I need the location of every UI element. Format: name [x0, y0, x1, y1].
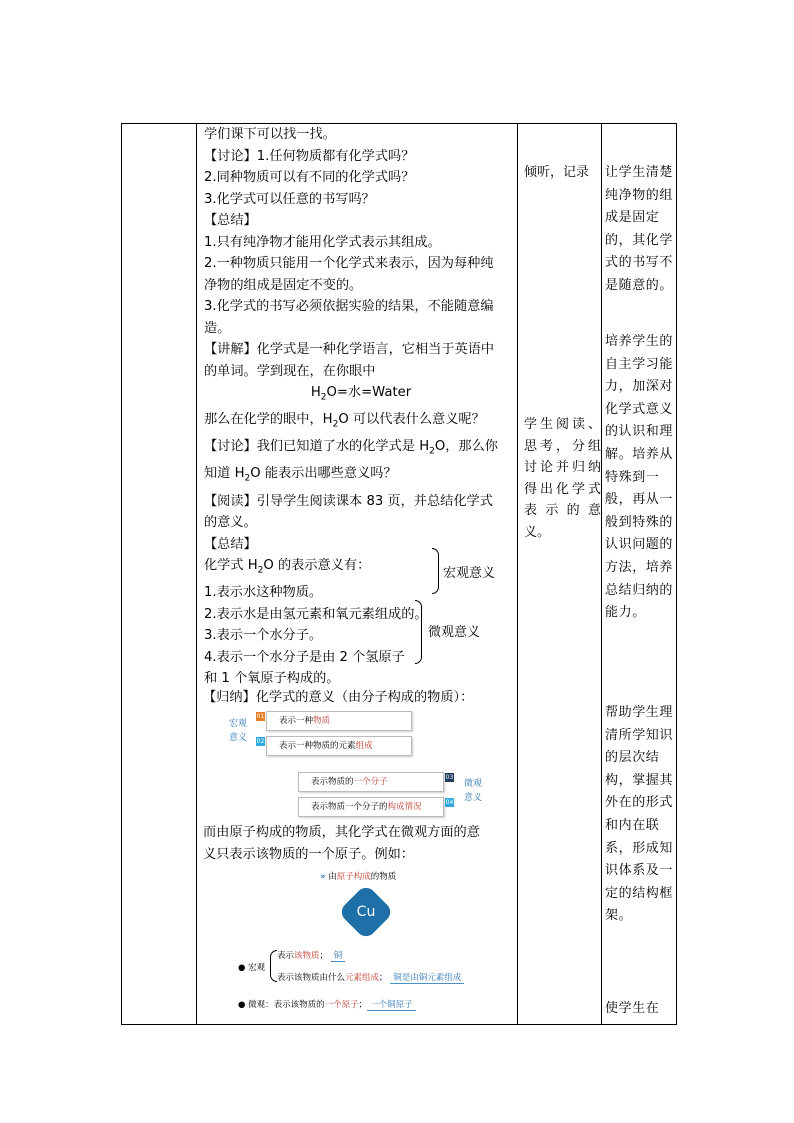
text-line: 那么在化学的眼中，$H_2O$ 可以代表什么意义呢？ — [204, 412, 485, 430]
diagram-label: 意义 — [464, 793, 483, 803]
step-number: 01 — [256, 713, 265, 720]
meaning-box: 表示物质一个分子的构成情况 — [298, 797, 444, 817]
element-symbol: Cu — [356, 904, 376, 920]
teaching-content — [202, 124, 518, 690]
text-line: 【讨论】1.任何物质都有化学式吗？ — [204, 148, 415, 164]
text-line: 的单词。学到现在，在你眼中 — [204, 363, 376, 379]
step-number: 04 — [445, 799, 454, 806]
design-intent: 培养学生的自主学习能力，加深对化学式意义的认识和理解。培养从特殊到一般，再从一般到特殊的认识问题的方法，培养总结归纳的能力。 — [605, 334, 674, 621]
text-line: 学们课下可以找一找。 — [204, 127, 336, 142]
design-intent: 让学生清楚纯净物的组成是固定的，其化学式的书写不是随意的。 — [605, 165, 674, 293]
macro-label: ● 宏观 — [238, 963, 266, 973]
text-line: 4.表示一个水分子是由 2 个氢原子 — [204, 649, 405, 665]
example-heading: » 由原子构成的物质 — [320, 872, 397, 882]
meaning-box: 表示一种物质 — [266, 711, 412, 731]
text-line: 化学式 $H_2O$ 的表示意义有： — [204, 558, 371, 576]
text-line: 和 1 个氧原子构成的。 — [204, 671, 340, 687]
meaning-box: 表示物质的一个分子 — [298, 772, 444, 792]
brace — [415, 600, 422, 664]
text-line: 3.化学式可以任意的书写吗？ — [204, 191, 375, 207]
macro-row: 表示该物质； 铜 — [277, 949, 345, 961]
text-line: 3.表示一个水分子。 — [204, 628, 323, 644]
formula-line: $H_2O=$水=Water — [310, 385, 412, 403]
student-activity: 倾听，记录 — [524, 165, 590, 180]
text-line: 【讲解】化学式是一种化学语言，它相当于英语中 — [204, 342, 495, 357]
text-line: 2.同种物质可以有不同的化学式吗？ — [204, 170, 415, 185]
double-chevron-icon: » — [320, 872, 326, 882]
text-line: 知道 $H_2O$ 能表示出哪些意义吗？ — [204, 466, 397, 485]
text-line: 【总结】 — [204, 536, 257, 552]
text-line: 的意义。 — [204, 515, 257, 531]
text-line: 净物的组成是固定不变的。 — [204, 277, 363, 293]
micro-row: ● 微观：表示该物质的一个原子； 一个铜原子 — [238, 998, 416, 1010]
text-line: 1.表示水这种物质。 — [204, 585, 323, 601]
text-line: 1.只有纯净物才能用化学式表示其组成。 — [204, 234, 441, 250]
text-line: 【总结】 — [204, 213, 257, 228]
column-divider — [601, 124, 602, 1024]
diagram-label: 微观 — [464, 779, 483, 789]
text-line: 3.化学式的书写必须依据实验的结果，不能随意编 — [204, 299, 494, 314]
text-block: 而由原子构成的物质，其化学式在微观方面的意 义只表示该物质的一个原子。例如： — [203, 825, 480, 862]
macro-meaning-label: 宏观意义 — [443, 566, 496, 581]
text-line: 【讨论】我们已知道了水的化学式是 $H_2O$，那么你 — [204, 439, 498, 457]
lesson-table — [121, 123, 677, 1025]
column-divider — [196, 124, 197, 1024]
text-line: 2.一种物质只能用一个化学式来表示，因为每种纯 — [204, 256, 494, 271]
text-line: 【阅读】引导学生阅读课本 83 页，并总结化学式 — [204, 493, 493, 509]
brace — [270, 950, 277, 982]
step-number: 03 — [445, 774, 454, 781]
step-number: 02 — [256, 738, 265, 745]
brace — [432, 548, 439, 594]
student-activity: 学生阅读、思考，分组讨论并归纳得出化学式表示的意义。 — [524, 417, 601, 540]
macro-row: 表示该物质由什么元素组成； 铜是由铜元素组成 — [277, 971, 464, 983]
text-line: 2.表示水是由氢元素和氧元素组成的。 — [204, 606, 428, 622]
diagram-label: 宏观 — [229, 719, 248, 729]
micro-meaning-label: 微观意义 — [428, 625, 481, 640]
design-intent: 帮助学生理清所学知识的层次结构，掌握其外在的形式和内在联系，形成知识体系及一定的结构框架。 — [605, 705, 674, 924]
diagram-label: 意义 — [229, 733, 248, 743]
text-line: 【归纳】化学式的意义（由分子构成的物质）： — [203, 690, 474, 705]
text-line: 造。 — [204, 320, 231, 336]
meaning-box: 表示一种物质的元素组成 — [266, 736, 412, 756]
design-intent: 使学生在 — [605, 1001, 660, 1016]
